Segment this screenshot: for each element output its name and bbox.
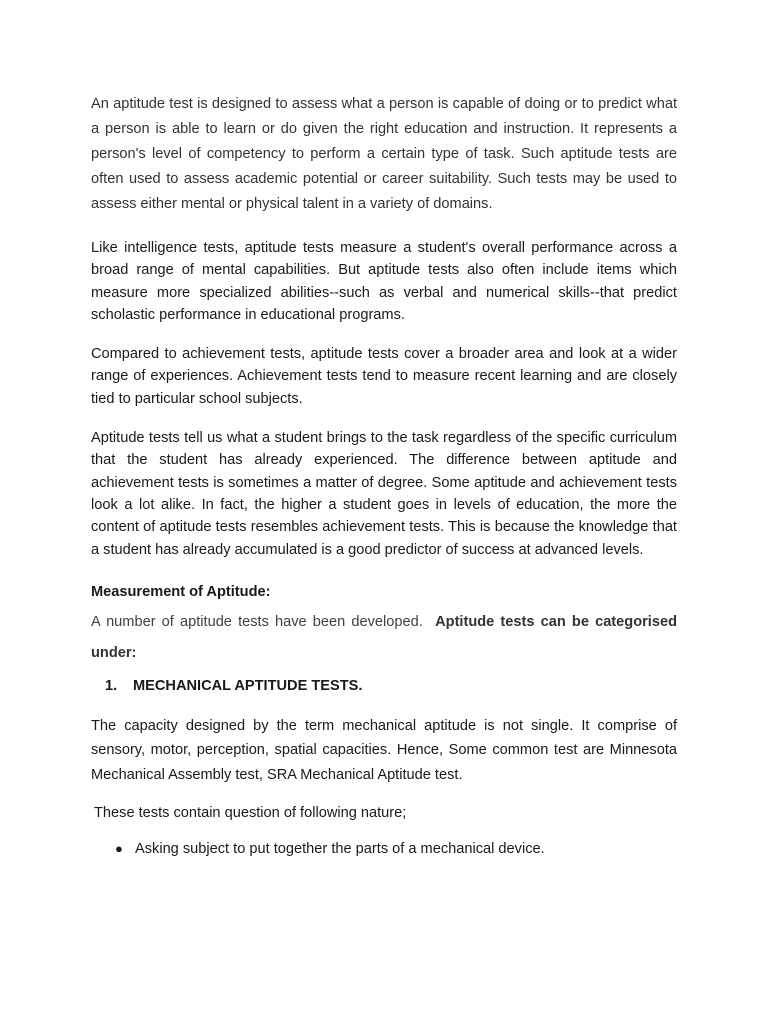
numbered-item-mechanical: [91, 675, 677, 697]
paragraph-aptitude-vs-achievement: Aptitude tests tell us what a student brings to the task regardless of the specific curriculum that the student has already experienced. The difference between aptitude and achievement tests is sometimes a matter of degree. Some aptitude and achievement tests look a lot alike. In fact, the higher a student goes in levels of education, the more the content of aptitude tests resembles achievement tests. This is because the knowledge that a student has already accumulated is a good predictor of success at advanced levels.: [91, 430, 677, 558]
bullet-text: Asking subject to put together the parts of a mechanical device.: [135, 840, 545, 857]
paragraph-intelligence-comparison: Like intelligence tests, aptitude tests measure a student's overall performance across a broad range of mental capabilities. But aptitude tests also often include items which measure more specialized abilities--such as verbal and numerical skills--that predict scholastic performance in educational programs.: [91, 240, 677, 323]
intro-normal-text: A number of aptitude tests have been developed.: [91, 613, 423, 630]
item-number: 1.: [105, 677, 118, 694]
paragraph-measurement-intro: [91, 607, 677, 669]
paragraph-achievement-comparison: Compared to achievement tests, aptitude tests cover a broader area and look at a wider range of experiences. Achievement tests tend to measure recent learning and are closely tied to particular school subjects.: [91, 346, 677, 407]
list-item: [91, 838, 677, 860]
paragraph-aptitude-definition: An aptitude test is designed to assess what a person is capable of doing or to predict what a person is able to learn or do given the right education and instruction. It represents a person's level of competency to perform a certain type of task. Such aptitude tests are often used to assess academic potential or career suitability. Such tests may be used to assess either mental or physical talent in a variety of domains.: [91, 96, 677, 212]
intro-bold-text: Aptitude tests can be categorised under:: [91, 613, 677, 661]
item-label: MECHANICAL APTITUDE TESTS.: [133, 677, 363, 694]
bullet-icon: ●: [115, 840, 123, 856]
paragraph-mechanical-description: The capacity designed by the term mechanical aptitude is not single. It comprise of sensory, motor, perception, spatial capacities. Hence, Some common test are Minnesota Mechanical Assembly test, SRA Mechanical Aptitude test.: [91, 717, 677, 784]
section-heading-measurement: Measurement of Aptitude:: [91, 583, 271, 600]
paragraph-nature-line: These tests contain question of following nature;: [94, 804, 407, 821]
